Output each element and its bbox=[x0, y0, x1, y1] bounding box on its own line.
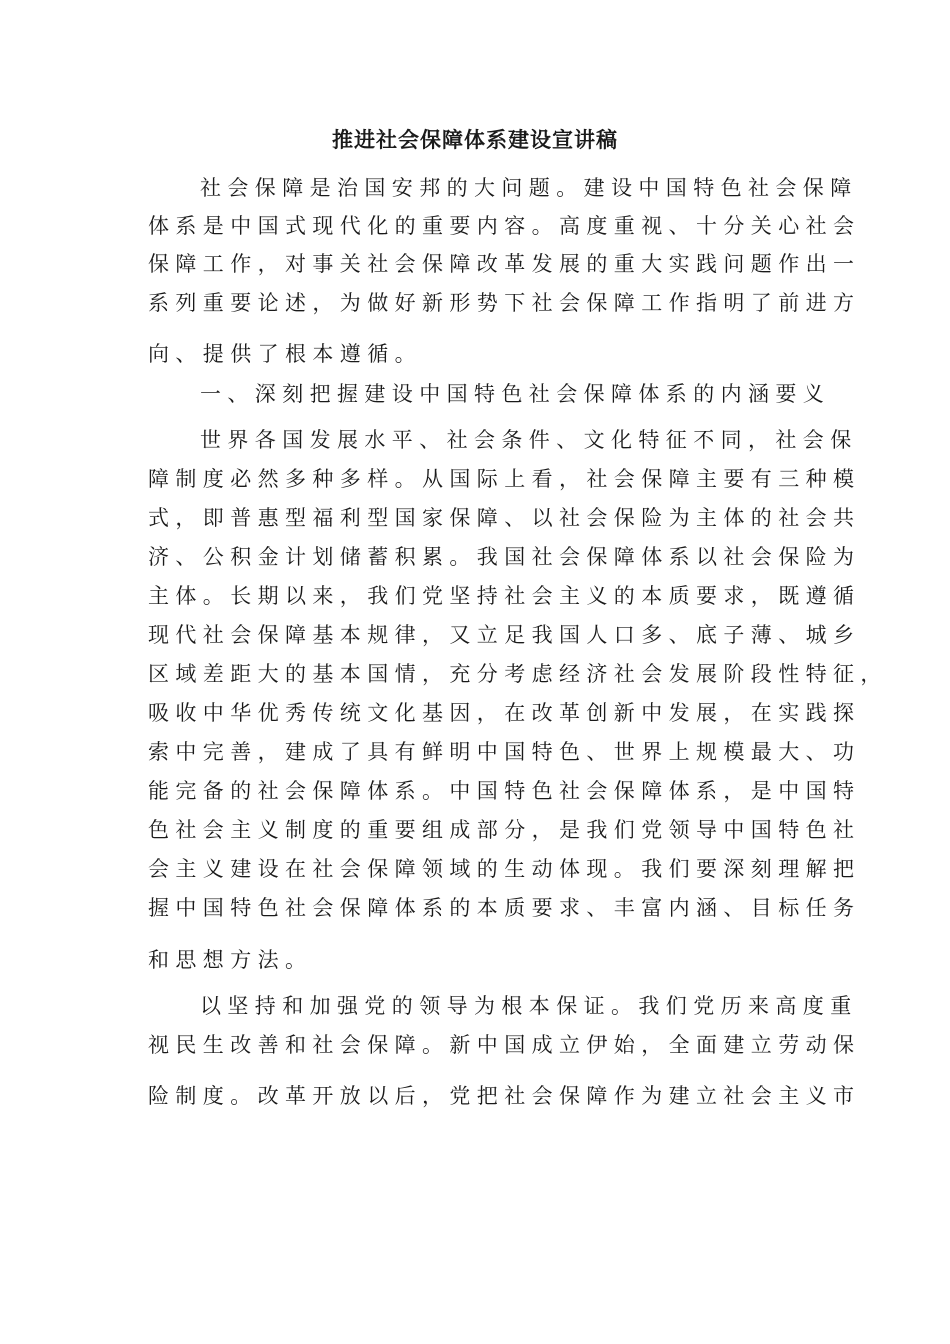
paragraph-line: 和思想方法。 bbox=[148, 948, 313, 972]
paragraph-line: 握中国特色社会保障体系的本质要求、丰富内涵、目标任务 bbox=[148, 896, 861, 920]
paragraph-line: 区域差距大的基本国情，充分考虑经济社会发展阶段性特征， bbox=[148, 662, 888, 686]
paragraph-line: 体系是中国式现代化的重要内容。高度重视、十分关心社会 bbox=[148, 214, 861, 238]
paragraph-line: 社会保障是治国安邦的大问题。建设中国特色社会保障 bbox=[200, 176, 858, 200]
paragraph-line: 世界各国发展水平、社会条件、文化特征不同，社会保 bbox=[200, 428, 858, 452]
paragraph-line: 险制度。改革开放以后，党把社会保障作为建立社会主义市 bbox=[148, 1084, 861, 1108]
paragraph-line: 能完备的社会保障体系。中国特色社会保障体系，是中国特 bbox=[148, 779, 861, 803]
paragraph-line: 保障工作，对事关社会保障改革发展的重大实践问题作出一 bbox=[148, 252, 861, 276]
paragraph-line: 向、提供了根本遵循。 bbox=[148, 342, 422, 366]
paragraph-line: 视民生改善和社会保障。新中国成立伊始，全面建立劳动保 bbox=[148, 1033, 861, 1057]
paragraph-line: 以坚持和加强党的领导为根本保证。我们党历来高度重 bbox=[200, 994, 858, 1018]
paragraph-line: 系列重要论述，为做好新形势下社会保障工作指明了前进方 bbox=[148, 291, 861, 315]
paragraph-line: 吸收中华优秀传统文化基因，在改革创新中发展，在实践探 bbox=[148, 701, 861, 725]
document-title: 推进社会保障体系建设宣讲稿 bbox=[332, 127, 618, 152]
paragraph-line: 障制度必然多种多样。从国际上看，社会保障主要有三种模 bbox=[148, 467, 861, 491]
section-heading: 一、深刻把握建设中国特色社会保障体系的内涵要义 bbox=[200, 382, 831, 406]
paragraph-line: 式，即普惠型福利型国家保障、以社会保险为主体的社会共 bbox=[148, 506, 861, 530]
paragraph-line: 会主义建设在社会保障领域的生动体现。我们要深刻理解把 bbox=[148, 857, 861, 881]
paragraph-line: 色社会主义制度的重要组成部分，是我们党领导中国特色社 bbox=[148, 818, 861, 842]
paragraph-line: 现代社会保障基本规律，又立足我国人口多、底子薄、城乡 bbox=[148, 623, 861, 647]
paragraph-line: 索中完善，建成了具有鲜明中国特色、世界上规模最大、功 bbox=[148, 740, 861, 764]
paragraph-line: 济、公积金计划储蓄积累。我国社会保障体系以社会保险为 bbox=[148, 545, 861, 569]
paragraph-line: 主体。长期以来，我们党坚持社会主义的本质要求，既遵循 bbox=[148, 584, 861, 608]
